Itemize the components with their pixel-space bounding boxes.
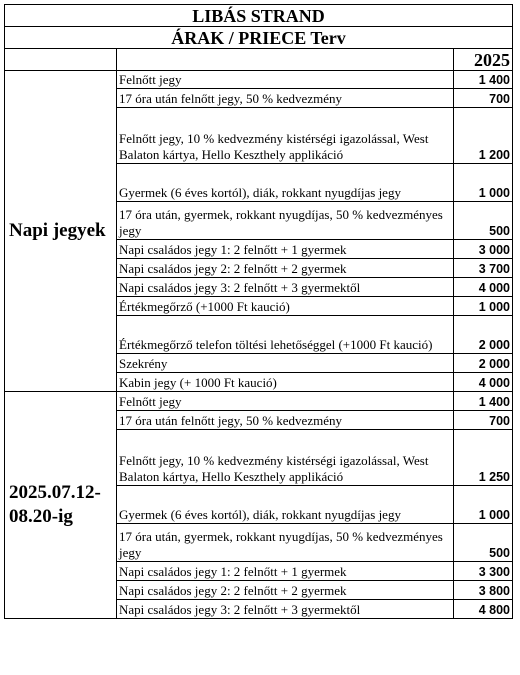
ticket-price: 700 [454, 411, 513, 430]
ticket-description: Felnőtt jegy, 10 % kedvezmény kistérségi igazolással, West Balaton kártya, Hello Keszthely applikáció [117, 430, 454, 486]
ticket-description: Napi családos jegy 1: 2 felnőtt + 1 gyermek [117, 240, 454, 259]
ticket-description: Napi családos jegy 2: 2 felnőtt + 2 gyermek [117, 259, 454, 278]
year-header-row [5, 49, 513, 71]
ticket-description: Napi családos jegy 3: 2 felnőtt + 3 gyermektől [117, 278, 454, 297]
subtitle-row [5, 27, 513, 49]
ticket-description: Napi családos jegy 3: 2 felnőtt + 3 gyermektől [117, 600, 454, 619]
ticket-description: Felnőtt jegy, 10 % kedvezmény kistérségi igazolással, West Balaton kártya, Hello Keszthely applikáció [117, 108, 454, 164]
ticket-price: 1 000 [454, 164, 513, 202]
ticket-price: 500 [454, 524, 513, 562]
ticket-description: Napi családos jegy 1: 2 felnőtt + 1 gyermek [117, 562, 454, 581]
ticket-description: 17 óra után, gyermek, rokkant nyugdíjas, 50 % kedvezményes jegy [117, 524, 454, 562]
ticket-price: 700 [454, 89, 513, 108]
ticket-price: 4 800 [454, 600, 513, 619]
ticket-price: 1 400 [454, 71, 513, 89]
ticket-price: 3 300 [454, 562, 513, 581]
ticket-price: 1 000 [454, 486, 513, 524]
ticket-price: 1 200 [454, 108, 513, 164]
section-label: Napi jegyek [5, 71, 117, 392]
page-title: LIBÁS STRAND [5, 5, 513, 27]
ticket-description: 17 óra után felnőtt jegy, 50 % kedvezmény [117, 89, 454, 108]
ticket-description: Gyermek (6 éves kortól), diák, rokkant nyugdíjas jegy [117, 164, 454, 202]
ticket-price: 4 000 [454, 373, 513, 392]
title-row [5, 5, 513, 27]
ticket-price: 3 800 [454, 581, 513, 600]
ticket-price: 1 000 [454, 297, 513, 316]
price-row [5, 392, 513, 411]
ticket-description: 17 óra után felnőtt jegy, 50 % kedvezmény [117, 411, 454, 430]
ticket-description: Napi családos jegy 2: 2 felnőtt + 2 gyermek [117, 581, 454, 600]
price-row [5, 71, 513, 89]
ticket-price: 1 250 [454, 430, 513, 486]
ticket-price: 4 000 [454, 278, 513, 297]
ticket-price: 1 400 [454, 392, 513, 411]
ticket-price: 500 [454, 202, 513, 240]
ticket-price: 3 700 [454, 259, 513, 278]
section-label: 2025.07.12-08.20-ig [5, 392, 117, 619]
ticket-description: Értékmegőrző telefon töltési lehetőséggel (+1000 Ft kaució) [117, 316, 454, 354]
ticket-description: Gyermek (6 éves kortól), diák, rokkant nyugdíjas jegy [117, 486, 454, 524]
ticket-description: Felnőtt jegy [117, 71, 454, 89]
ticket-price: 2 000 [454, 354, 513, 373]
ticket-price: 2 000 [454, 316, 513, 354]
ticket-price: 3 000 [454, 240, 513, 259]
ticket-description: 17 óra után, gyermek, rokkant nyugdíjas, 50 % kedvezményes jegy [117, 202, 454, 240]
ticket-description: Kabin jegy (+ 1000 Ft kaució) [117, 373, 454, 392]
page-subtitle: ÁRAK / PRIECE Terv [5, 27, 513, 49]
price-table [4, 4, 513, 619]
ticket-description: Értékmegőrző (+1000 Ft kaució) [117, 297, 454, 316]
ticket-description: Szekrény [117, 354, 454, 373]
empty-header-cell [5, 49, 117, 71]
empty-header-cell [117, 49, 454, 71]
year-header: 2025 [454, 49, 513, 71]
ticket-description: Felnőtt jegy [117, 392, 454, 411]
